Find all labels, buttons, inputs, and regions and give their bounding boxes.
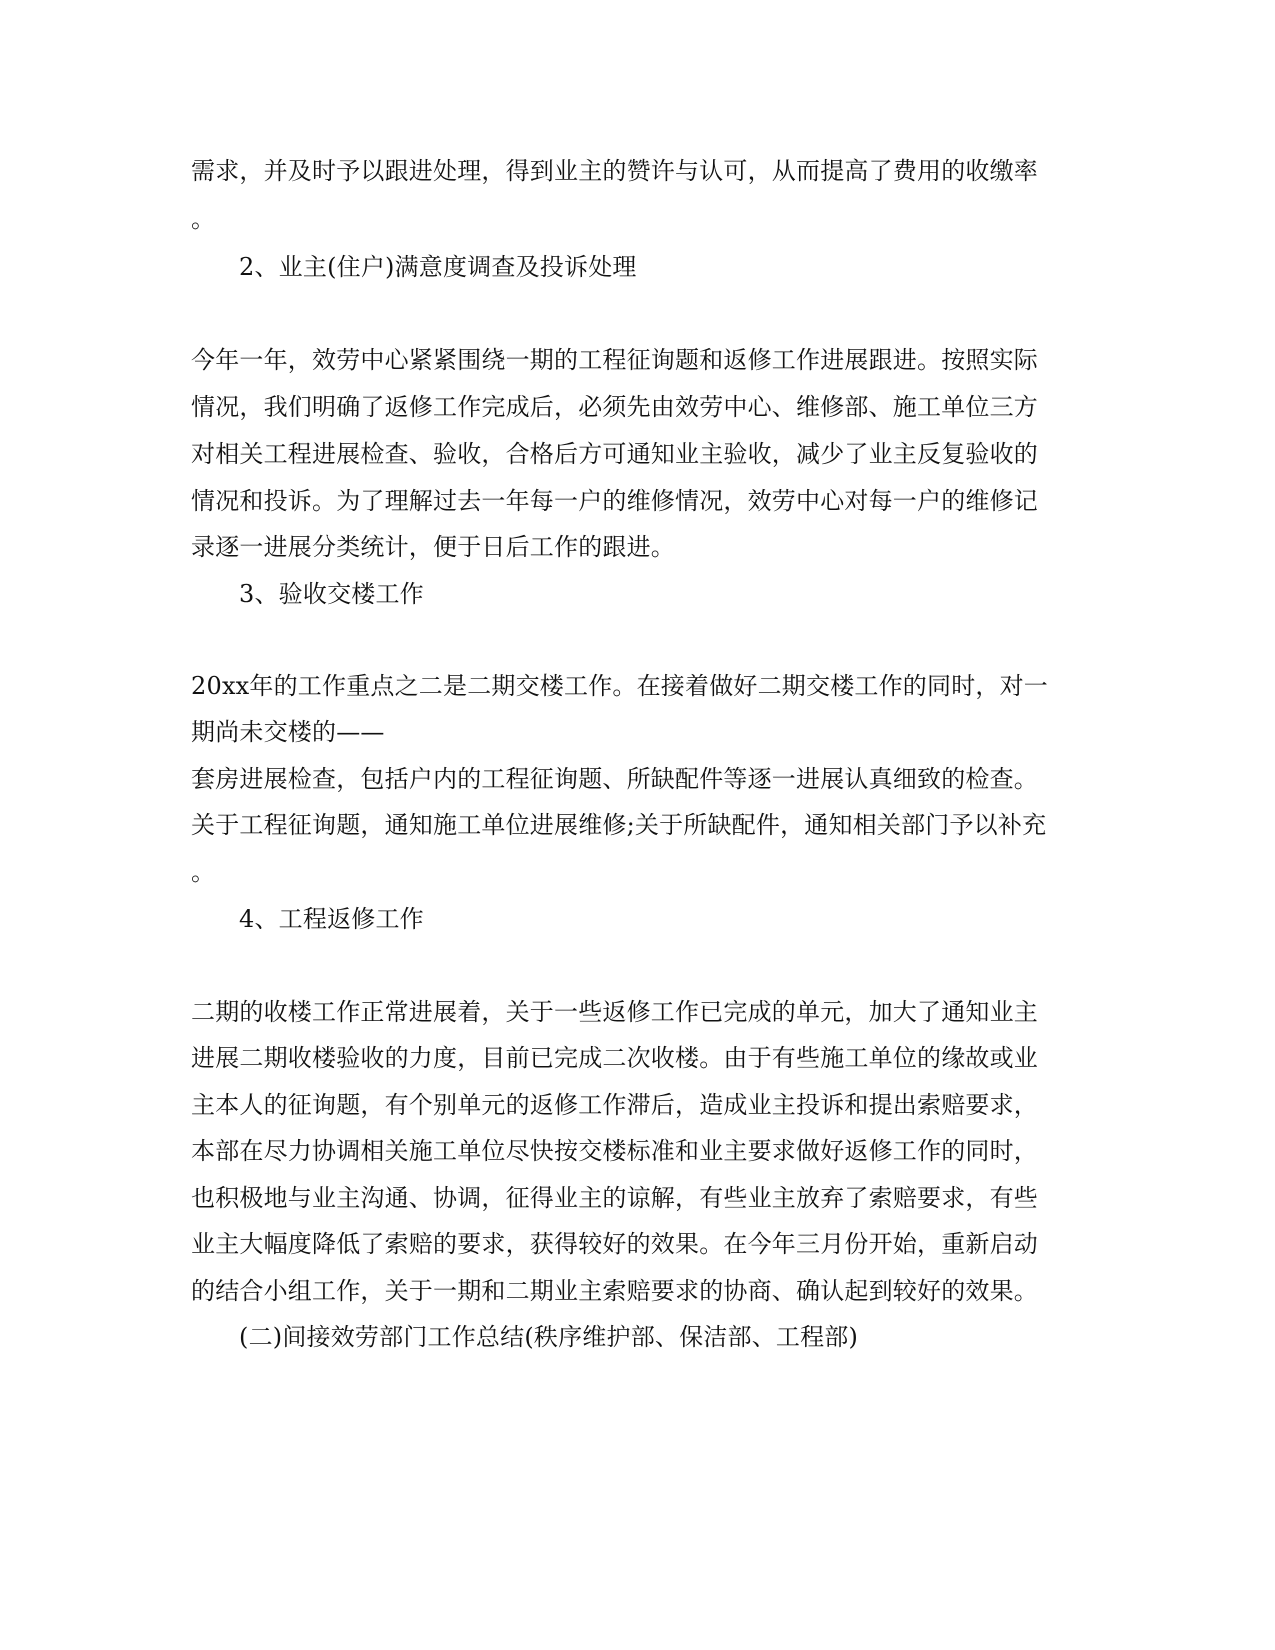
text-line: 对相关工程进展检查、验收，合格后方可通知业主验收，减少了业主反复验收的 bbox=[191, 440, 1038, 468]
text-line: 进展二期收楼验收的力度，目前已完成二次收楼。由于有些施工单位的缘故或业 bbox=[191, 1044, 1038, 1072]
text-line: 。 bbox=[191, 858, 216, 886]
text-line: 本部在尽力协调相关施工单位尽快按交楼标准和业主要求做好返修工作的同时， bbox=[191, 1137, 1038, 1165]
text-line: 的结合小组工作，关于一期和二期业主索赔要求的协商、确认起到较好的效果。 bbox=[191, 1277, 1038, 1305]
text-line: 主本人的征询题，有个别单元的返修工作滞后，造成业主投诉和提出索赔要求， bbox=[191, 1091, 1038, 1119]
text-line: 今年一年，效劳中心紧紧围绕一期的工程征询题和返修工作进展跟进。按照实际 bbox=[191, 346, 1038, 374]
text-line: 关于工程征询题，通知施工单位进展维修;关于所缺配件，通知相关部门予以补充 bbox=[191, 811, 1047, 839]
section-heading: (二)间接效劳部门工作总结(秩序维护部、保洁部、工程部) bbox=[239, 1323, 859, 1351]
section-heading: 4、工程返修工作 bbox=[239, 905, 424, 933]
text-line: 二期的收楼工作正常进展着，关于一些返修工作已完成的单元，加大了通知业主 bbox=[191, 998, 1038, 1026]
text-line: 业主大幅度降低了索赔的要求，获得较好的效果。在今年三月份开始，重新启动 bbox=[191, 1230, 1038, 1258]
text-line: 录逐一进展分类统计，便于日后工作的跟进。 bbox=[191, 533, 675, 561]
text-line: 20xx年的工作重点之二是二期交楼工作。在接着做好二期交楼工作的同时，对一 bbox=[191, 672, 1049, 700]
text-line: 情况，我们明确了返修工作完成后，必须先由效劳中心、维修部、施工单位三方 bbox=[191, 393, 1038, 421]
text-line: 套房进展检查，包括户内的工程征询题、所缺配件等逐一进展认真细致的检查。 bbox=[191, 765, 1038, 793]
text-line: 需求，并及时予以跟进处理，得到业主的赞许与认可，从而提高了费用的收缴率 bbox=[191, 157, 1038, 185]
text-line: 。 bbox=[191, 205, 216, 233]
text-line: 也积极地与业主沟通、协调，征得业主的谅解，有些业主放弃了索赔要求，有些 bbox=[191, 1184, 1038, 1212]
text-line: 期尚未交楼的—— bbox=[191, 718, 385, 746]
text-line: 情况和投诉。为了理解过去一年每一户的维修情况，效劳中心对每一户的维修记 bbox=[191, 487, 1038, 515]
section-heading: 2、业主(住户)满意度调查及投诉处理 bbox=[239, 253, 637, 281]
section-heading: 3、验收交楼工作 bbox=[239, 580, 424, 608]
